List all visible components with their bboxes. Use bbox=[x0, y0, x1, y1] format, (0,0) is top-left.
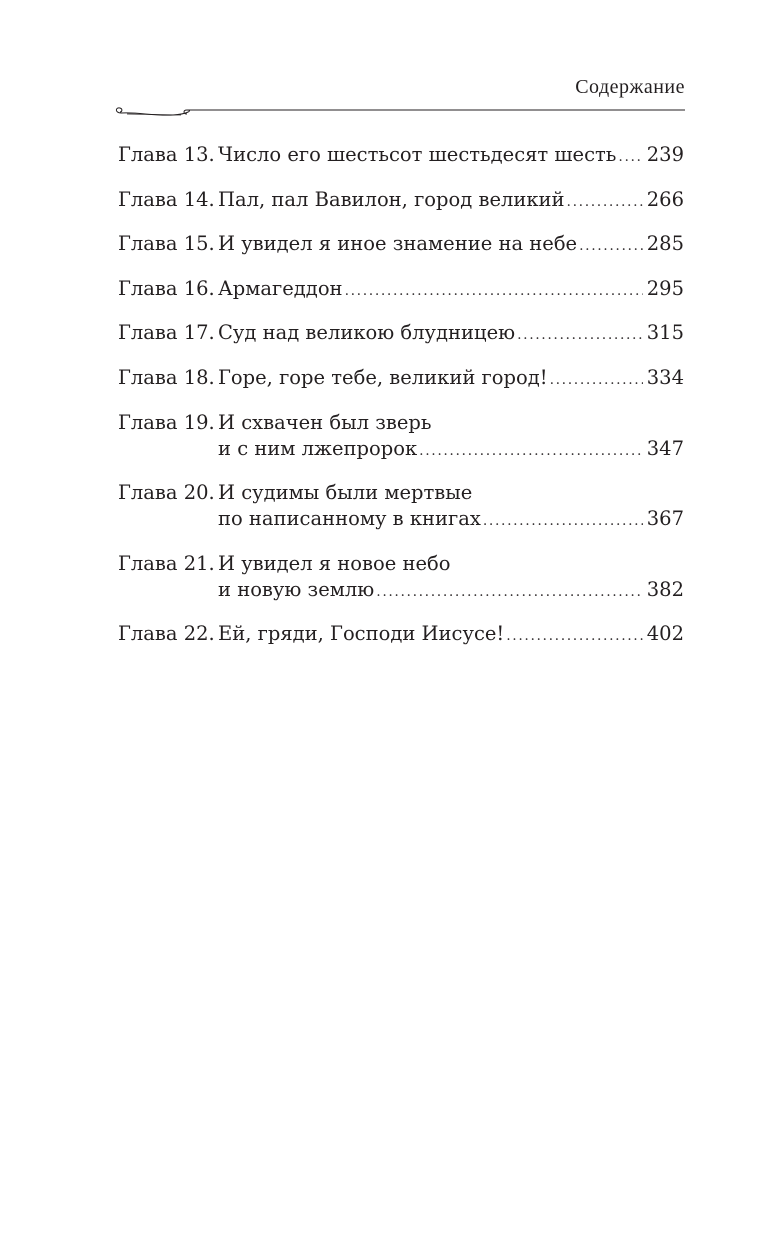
page-number: 295 bbox=[646, 276, 684, 300]
dot-leader bbox=[419, 438, 643, 464]
page-number: 334 bbox=[646, 365, 684, 389]
page-number: 266 bbox=[646, 187, 684, 211]
chapter-title: И схвачен был зверь bbox=[218, 410, 432, 434]
page-number: 367 bbox=[646, 507, 684, 531]
page-number: 315 bbox=[646, 321, 684, 345]
dot-leader bbox=[579, 233, 643, 259]
dot-leader bbox=[483, 508, 643, 534]
toc-entry bbox=[118, 231, 684, 259]
chapter-title: И увидел я новое небо bbox=[218, 551, 451, 575]
toc-entry bbox=[118, 142, 684, 170]
dot-leader bbox=[506, 623, 643, 649]
page-number: 402 bbox=[646, 622, 684, 646]
toc-entry bbox=[118, 276, 684, 304]
dot-leader bbox=[517, 322, 643, 348]
page-number: 239 bbox=[646, 143, 684, 166]
toc-entry bbox=[118, 187, 684, 215]
chapter-title: И увидел я иное знамение на небе bbox=[218, 232, 578, 256]
dot-leader bbox=[567, 189, 643, 215]
dot-leader bbox=[376, 579, 642, 605]
chapter-title-continued: по написанному в книгах bbox=[218, 507, 481, 531]
page-number: 382 bbox=[646, 577, 684, 601]
dot-leader bbox=[550, 367, 643, 393]
chapter-title-continued: и с ним лжепророк bbox=[218, 436, 418, 460]
chapter-title: Ей, гряди, Господи Иисусе! bbox=[218, 622, 505, 646]
chapter-title: Горе, горе тебе, великий город! bbox=[218, 365, 548, 389]
chapter-label: Глава 22. bbox=[118, 622, 215, 646]
page-number: 285 bbox=[646, 232, 684, 256]
chapter-title-continued: и новую землю bbox=[218, 577, 375, 601]
toc-entry bbox=[118, 480, 684, 534]
chapter-label: Глава 15. bbox=[118, 232, 215, 256]
chapter-title: Пал, пал Вавилон, город великий bbox=[218, 187, 565, 211]
toc-entry bbox=[118, 365, 684, 393]
chapter-label: Глава 14. bbox=[118, 187, 215, 211]
chapter-label: Глава 19. bbox=[118, 410, 215, 434]
toc-entry bbox=[118, 621, 684, 649]
chapter-title: Армагеддон bbox=[218, 276, 343, 300]
toc-entry bbox=[118, 320, 684, 348]
table-of-contents bbox=[118, 142, 684, 666]
chapter-label: Глава 18. bbox=[118, 365, 215, 389]
page-number: 347 bbox=[646, 436, 684, 460]
toc-entry bbox=[118, 551, 684, 605]
chapter-label: Глава 20. bbox=[118, 481, 215, 505]
header-ornament-rule bbox=[113, 104, 685, 122]
chapter-label: Глава 17. bbox=[118, 321, 215, 345]
toc-entry bbox=[118, 410, 684, 464]
chapter-label: Глава 16. bbox=[118, 276, 215, 300]
chapter-title: Суд над великою блудницею bbox=[218, 321, 516, 345]
dot-leader bbox=[345, 278, 643, 304]
chapter-label: Глава 13. bbox=[118, 143, 215, 166]
chapter-label: Глава 21. bbox=[118, 551, 215, 575]
dot-leader bbox=[618, 144, 642, 170]
chapter-title: Число его шестьсот шестьдесят шесть bbox=[218, 143, 617, 166]
running-head-title: Содержание bbox=[575, 76, 685, 98]
chapter-title: И судимы были мертвые bbox=[218, 481, 473, 505]
